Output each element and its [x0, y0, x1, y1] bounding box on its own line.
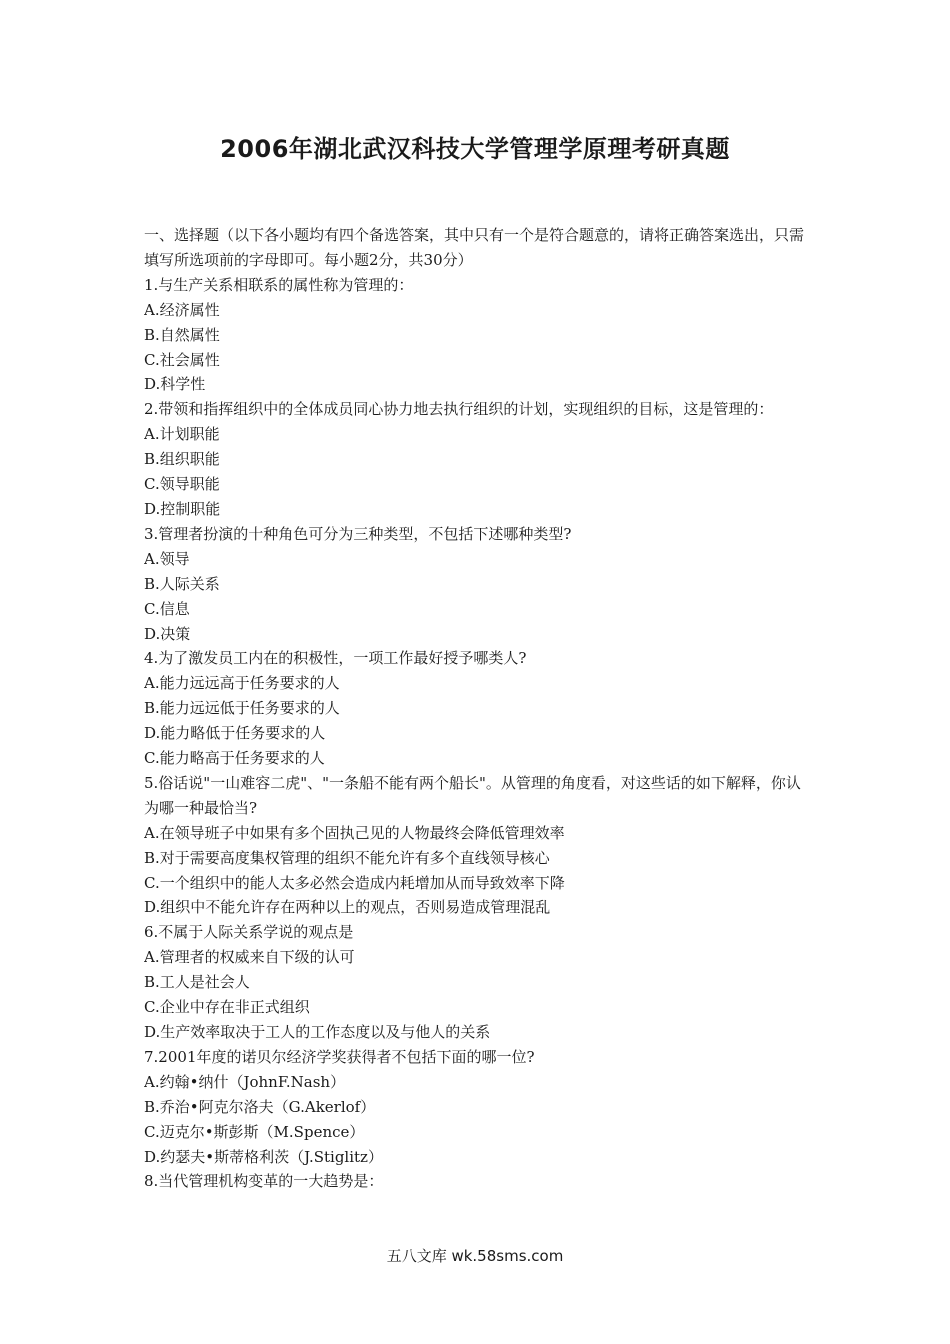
answer-option: C.领导职能 — [144, 475, 220, 494]
answer-option: A.领导 — [144, 549, 190, 568]
question-stem: 2.带领和指挥组织中的全体成员同心协力地去执行组织的计划，实现组织的目标，这是管理的： — [144, 400, 774, 419]
answer-option: B.乔治•阿克尔洛夫（G.Akerlof） — [144, 1097, 376, 1116]
question-stem: 8.当代管理机构变革的一大趋势是： — [144, 1172, 384, 1191]
footer-watermark: 五八文库 wk.58sms.com — [386, 1247, 564, 1265]
answer-option: B.自然属性 — [144, 325, 220, 344]
page-title: 2006年湖北武汉科技大学管理学原理考研真题 — [220, 135, 730, 163]
question-block — [144, 920, 814, 1045]
answer-option: D.控制职能 — [144, 499, 221, 518]
question-stem: 4.为了激发员工内在的积极性，一项工作最好授予哪类人? — [144, 649, 527, 668]
question-block — [144, 646, 814, 771]
answer-option: B.人际关系 — [144, 574, 220, 593]
answer-option: B.能力远远低于任务要求的人 — [144, 699, 340, 718]
question-stem: 5.俗话说"一山难容二虎"、"一条船不能有两个船长"。从管理的角度看，对这些话的如下解释，你认为哪一种最恰当? — [144, 773, 801, 817]
answer-option: A.约翰•纳什（JohnF.Nash） — [144, 1072, 346, 1091]
answer-option: C.社会属性 — [144, 350, 220, 369]
answer-option: D.组织中不能允许存在两种以上的观点，否则易造成管理混乱 — [144, 898, 551, 917]
answer-option: A.能力远远高于任务要求的人 — [144, 674, 340, 693]
answer-option: C.企业中存在非正式组织 — [144, 998, 310, 1017]
answer-option: A.在领导班子中如果有多个固执己见的人物最终会降低管理效率 — [144, 823, 565, 842]
answer-option: D.决策 — [144, 624, 191, 643]
question-block — [144, 273, 814, 398]
question-stem: 1.与生产关系相联系的属性称为管理的： — [144, 275, 414, 294]
question-block — [144, 397, 814, 522]
answer-option: D.生产效率取决于工人的工作态度以及与他人的关系 — [144, 1023, 491, 1041]
question-block — [144, 1169, 814, 1194]
document-body — [144, 223, 814, 1194]
answer-option: C.一个组织中的能人太多必然会造成内耗增加从而导致效率下降 — [144, 873, 565, 892]
answer-option: D.约瑟夫•斯蒂格利茨（J.Stiglitz） — [144, 1147, 383, 1166]
answer-option: A.经济属性 — [144, 300, 220, 319]
question-block — [144, 522, 814, 647]
answer-option: C.能力略高于任务要求的人 — [144, 749, 325, 768]
answer-option: A.管理者的权威来自下级的认可 — [144, 948, 355, 967]
question-block — [144, 771, 814, 920]
question-stem: 3.管理者扮演的十种角色可分为三种类型，不包括下述哪种类型? — [144, 524, 572, 543]
answer-option: D.科学性 — [144, 375, 206, 394]
section-heading: 一、选择题（以下各小题均有四个备选答案，其中只有一个是符合题意的，请将正确答案选出，只需填写所选项前的字母即可。每小题2分，共30分） — [144, 226, 805, 269]
answer-option: D.能力略低于任务要求的人 — [144, 724, 326, 743]
answer-option: C.信息 — [144, 599, 190, 618]
question-stem: 7.2001年度的诺贝尔经济学奖获得者不包括下面的哪一位? — [144, 1047, 535, 1066]
answer-option: C.迈克尔•斯彭斯（M.Spence） — [144, 1122, 365, 1141]
answer-option: A.计划职能 — [144, 425, 220, 444]
answer-option: B.对于需要高度集权管理的组织不能允许有多个直线领导核心 — [144, 848, 550, 867]
question-block — [144, 1045, 814, 1170]
question-list — [144, 273, 814, 1195]
question-stem: 6.不属于人际关系学说的观点是 — [144, 923, 354, 942]
answer-option: B.工人是社会人 — [144, 973, 250, 992]
answer-option: B.组织职能 — [144, 450, 220, 469]
